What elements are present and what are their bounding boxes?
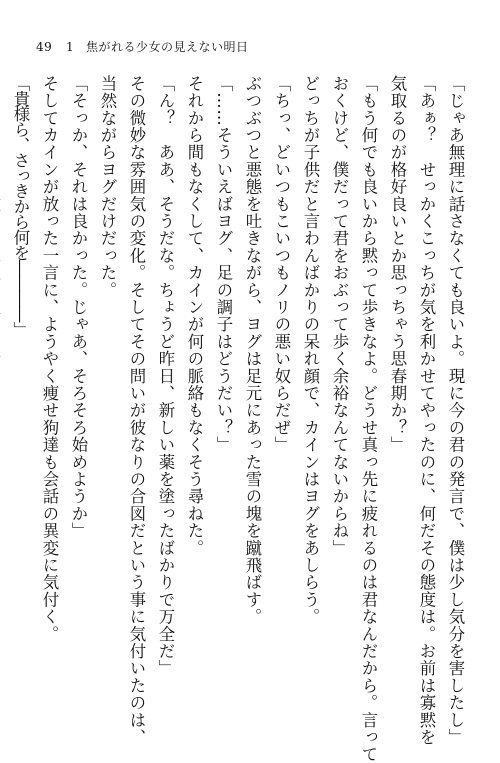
text-line: 「ん？ ああ、そうだな。ちょうど昨日、新しい薬を塗ったばかりで万全だ」 [156, 75, 175, 677]
text-line: 「あぁ？ せっかくこっちが気を利かせてやったのに、何だその態度は。お前は寡黙を [417, 75, 436, 746]
vertical-text-body [11, 75, 470, 763]
chapter-number: 1 [66, 40, 75, 54]
text-line: 「じゃあ無理に話さなくても良いよ。現に今の君の発言で、僕は少し気分を害したし」 [446, 75, 465, 746]
text-line: どっちが子供だと言わんばかりの呆れ顔で、カインはヨグをあしらう。 [301, 75, 320, 626]
text-line: その微妙な雰囲気の変化。そしてその問いが彼なりの合図だという事に気付いたのは、 [127, 75, 146, 746]
text-line: 「貴様ら、さっきから何を――――」 [11, 75, 30, 337]
chapter-title: 焦がれる少女の見えない明日 [86, 40, 249, 54]
text-line: 「そっか、それは良かった。じゃあ、そろそろ始めようか」 [69, 75, 88, 540]
text-line: 「……そういえばヨグ、足の調子はどうだい？」 [214, 75, 233, 454]
text-line: 気取るのが格好良いとか思っちゃう思春期か？」 [388, 75, 407, 454]
text-line: 「ちっ、どいつもこいつもノリの悪い奴らだぜ」 [272, 75, 291, 454]
text-line: それから間もなくして、カインが何の脈絡もなくそう尋ねた。 [185, 75, 204, 557]
text-line: 当然ながらヨグだけだった。 [98, 75, 117, 299]
running-header [36, 38, 249, 56]
text-line [0, 75, 6, 660]
text-line: おくけど、僕だって君をおぶって歩く余裕なんてないからね」 [330, 75, 349, 557]
page-number: 49 [36, 40, 53, 54]
text-line: ぶつぶつと悪態を吐きながら、ヨグは足元にあった雪の塊を蹴飛ばす。 [243, 75, 262, 626]
text-line: そしてカインが放った一言に、ようやく痩せ狗達も会話の異変に気付く。 [40, 75, 59, 643]
text-line: 「もう何でも良いから黙って歩きなよ。どうせ真っ先に疲れるのは君なんだから。言って [359, 75, 378, 763]
